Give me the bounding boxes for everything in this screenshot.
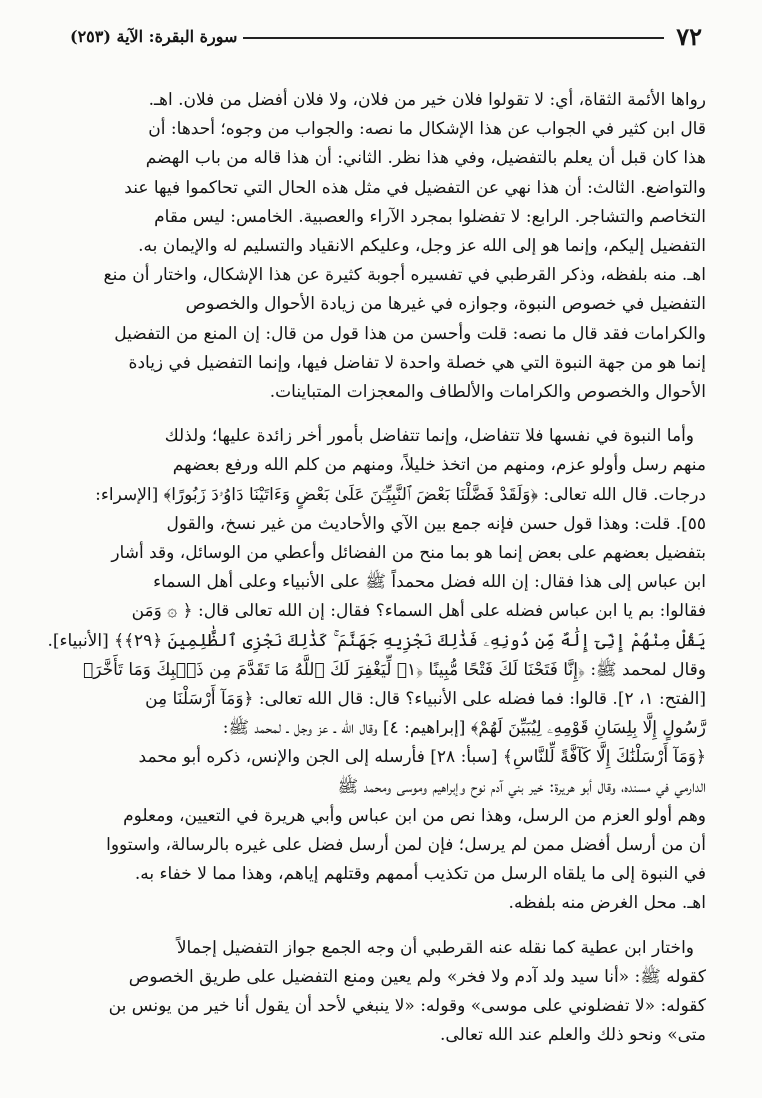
text-line: إنما هو من جهة النبوة التي هي خصلة واحدة لا تفاضل فيها، وإنما التفضيل في زيادة: [128, 352, 706, 373]
text-line: بتفضيل بعضهم على بعض إنما هو بما منح من الفضائل وأعطي من الوسائل، وقد أشار: [111, 543, 706, 564]
text-line: واختار ابن عطية كما نقله عنه القرطبي أن وجه الجمع جواز التفضيل إجمالاً: [176, 937, 694, 958]
paragraph-1: [68, 86, 706, 407]
text-line: وأما النبوة في نفسها فلا تتفاضل، وإنما تتفاضل بأمور أخر زائدة عليها؛ ولذلك: [164, 426, 694, 447]
text-line: [الفتح: ١، ٢]. قالوا: فما فضله على الأنبياء؟ قال: قال الله تعالى: ﴿وَمَآ أَرْسَلْنَا مِن: [145, 689, 706, 710]
text-line: الأحوال والخصوص والكرامات والألطاف والمعجزات المتباينات.: [269, 382, 706, 403]
text-line: التخاصم والتشاجر. الرابع: لا تفضلوا بمجرد الآراء والعصبية. الخامس: ليس مقام: [154, 206, 706, 227]
text-line: الدارمي في مسنده، وقال أبو هريرة: خير بني آدم نوح وإبراهيم وموسى ومحمد ﷺ: [337, 776, 706, 797]
header-rule: [243, 37, 664, 39]
paragraph-3: [68, 934, 706, 1051]
text-line: التفضيل في خصوص النبوة، وجوازه في غيرها من زيادة الأحوال والخصوص: [185, 294, 706, 315]
text-line: قال ابن كثير في الجواب عن هذا الإشكال ما نصه: والجواب من وجوه؛ أحدها: أن: [148, 119, 706, 140]
surah-title: سورة البقرة: الآية (٢٥٣): [70, 26, 238, 46]
text-line: منهم رسل وأولو عزم، ومنهم من اتخذ خليلاً، ومنهم من كلم الله ورفع بعضهم: [172, 455, 706, 476]
text-line: أن من أرسل أفضل ممن لم يرسل؛ فإن لمن أرسل فضل على غيره بالرسالة، واستووا: [106, 835, 706, 856]
text-line: والكرامات فقد قال ما نصه: قلت وأحسن من هذا قول من قال: إن المنع من التفضيل: [114, 323, 706, 344]
text-line: ٥٥]. قلت: وهذا قول حسن فإنه جمع بين الآي والأحاديث من غير نسخ، والقول: [166, 513, 706, 534]
text-line: والتواضع. الثالث: أن هذا نهي عن التفضيل في مثل هذه الحال التي تحاكموا فيها عند: [124, 177, 706, 198]
text-line: رَّسُولٍ إِلَّا بِلِسَانِ قَوْمِهِۦ لِيُبَيِّنَ لَهُمْ﴾ [إبراهيم: ٤] وقال الله ـ عز وجل ـ لمحمد ﷺ:: [222, 718, 706, 739]
text-line: كقوله: «لا تفضلوني على موسى» وقوله: «لا ينبغي لأحد أن يقول أنا خير من يونس بن: [108, 996, 706, 1017]
text-line: درجات. قال الله تعالى: ﴿وَلَقَدْ فَضَّلْنَا بَعْضَ ٱلنَّبِيِّـۧنَ عَلَىٰ بَعْضٍ وَءَاتَيْنَا دَاوُۥدَ زَبُورًا﴾ [الإسراء:: [95, 484, 706, 505]
page-number: ٧٢: [676, 21, 702, 51]
page-header: [70, 14, 702, 58]
text-line: في النبوة إلى ما يلقاه الرسل من تكذيب أممهم وقتلهم إياهم، وهذا مما لا خفاء به.: [134, 864, 706, 885]
page-body: [47, 86, 706, 1066]
text-line: اهـ. منه بلفظه، وذكر القرطبي في تفسيره أجوبة كثيرة عن هذا الإشكال، واختار أن منع: [103, 265, 706, 286]
text-line: وهم أولو العزم من الرسل، وهذا نص من ابن عباس وأبي هريرة في التعيين، ومعلوم: [123, 805, 706, 826]
text-line: وقال لمحمد ﷺ: ﴿إِنَّا فَتَحْنَا لَكَ فَتْحًا مُّبِينًا ﴿١﴾ لِّيَغْفِرَ لَكَ ٱللَّهُ مَا تَقَدَّمَ مِن ذَنۢبِكَ وَمَا تَأَخَّرَ﴾: [83, 659, 706, 680]
text-line: هذا كان قبل أن يعلم بالتفضيل، وفي هذا نظر. الثاني: أن هذا قاله من باب الهضم: [145, 148, 706, 169]
text-line: اهـ. محل الغرض منه بلفظه.: [508, 893, 706, 914]
text-line: يَقُلْ مِنْهُمْ إِنِّىٓ إِلَٰهٌ مِّن دُونِهِۦ فَذَٰلِكَ نَجْزِيهِ جَهَنَّمَ ۚ كَذَٰلِكَ نَجْزِى ٱلظَّٰلِمِينَ ﴿٢٩﴾﴾ [الأنبياء].: [47, 630, 706, 651]
text-line: كقوله ﷺ: «أنا سيد ولد آدم ولا فخر» ولم يعين ومنع التفضيل على طريق الخصوص: [128, 966, 706, 987]
text-line: ابن عباس إلى هذا فقال: إن الله فضل محمداً ﷺ على الأنبياء وعلى أهل السماء: [153, 572, 706, 593]
text-line: رواها الأئمة الثقاة، أي: لا تقولوا فلان خير من فلان، ولا فلان أفضل من فلان. اهـ.: [148, 90, 706, 110]
paragraph-2: [47, 422, 706, 918]
text-line: التفضيل إليكم، وإنما هو إلى الله عز وجل، وعليكم الانقياد والتسليم له والإيمان به.: [138, 236, 706, 257]
text-line: فقالوا: بم يا ابن عباس فضله على أهل السماء؟ فقال: إن الله تعالى قال: ﴿ ۞ وَمَن: [131, 601, 706, 622]
text-line: متى» ونحو ذلك والعلم عند الله تعالى.: [440, 1025, 706, 1046]
text-line: ﴿وَمَآ أَرْسَلْنَٰكَ إِلَّا كَآفَّةً لِّلنَّاسِ﴾ [سبأ: ٢٨] فأرسله إلى الجن والإنس، ذكره أبو محمد: [138, 747, 706, 768]
